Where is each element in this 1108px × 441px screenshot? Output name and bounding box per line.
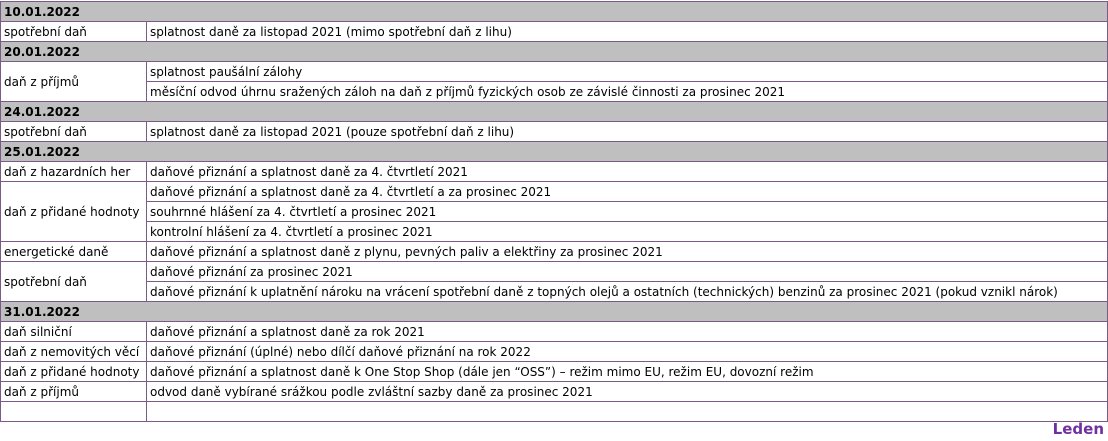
tax-type-cell[interactable]: spotřební daň [1,262,147,302]
date-cell[interactable]: 10.01.2022 [1,2,1108,22]
obligation-cell[interactable]: splatnost daně za listopad 2021 (mimo spotřební daň z lihu) [147,22,1108,42]
table-row [1,222,1108,242]
obligation-cell[interactable]: daňové přiznání a splatnost daně za 4. čtvrtletí a za prosinec 2021 [147,182,1108,202]
obligation-cell[interactable]: souhrnné hlášení za 4. čtvrtletí a prosinec 2021 [147,202,1108,222]
date-header-row [1,302,1108,322]
month-label: Leden [1052,420,1104,438]
obligation-cell[interactable]: splatnost daně za listopad 2021 (pouze spotřební daň z lihu) [147,122,1108,142]
obligation-cell[interactable]: daňové přiznání a splatnost daně za 4. čtvrtletí 2021 [147,162,1108,182]
table-row [1,382,1108,402]
empty-cell[interactable] [147,402,1108,422]
table-row [1,202,1108,222]
tax-type-cell[interactable]: daň z přidané hodnoty [1,362,147,382]
tax-type-cell[interactable]: daň z příjmů [1,62,147,102]
table-row [1,242,1108,262]
obligation-cell[interactable]: splatnost paušální zálohy [147,62,1108,82]
tax-type-cell[interactable]: daň z přidané hodnoty [1,182,147,242]
table-row [1,262,1108,282]
tax-type-cell[interactable]: spotřební daň [1,22,147,42]
tax-type-cell[interactable]: daň silniční [1,322,147,342]
date-header-row [1,142,1108,162]
table-row [1,62,1108,82]
table-row [1,22,1108,42]
tax-type-cell[interactable]: energetické daně [1,242,147,262]
date-cell[interactable]: 25.01.2022 [1,142,1108,162]
table-row [1,182,1108,202]
obligation-cell[interactable]: daňové přiznání a splatnost daně za rok 2021 [147,322,1108,342]
date-header-row [1,2,1108,22]
table-row [1,322,1108,342]
tax-type-cell[interactable]: spotřební daň [1,122,147,142]
empty-row [1,402,1108,422]
obligation-cell[interactable]: kontrolní hlášení za 4. čtvrtletí a prosinec 2021 [147,222,1108,242]
table-row [1,362,1108,382]
table-row [1,82,1108,102]
empty-cell[interactable] [1,402,147,422]
obligation-cell[interactable]: daňové přiznání (úplné) nebo dílčí daňové přiznání na rok 2022 [147,342,1108,362]
tax-calendar-table [0,1,1108,422]
obligation-cell[interactable]: daňové přiznání k uplatnění nároku na vrácení spotřební daně z topných olejů a ostatních (technických) benzinů za prosinec 2021 (pokud vznikl nárok) [147,282,1108,302]
table-row [1,162,1108,182]
obligation-cell[interactable]: daňové přiznání a splatnost daně z plynu, pevných paliv a elektřiny za prosinec 2021 [147,242,1108,262]
date-cell[interactable]: 31.01.2022 [1,302,1108,322]
date-cell[interactable]: 20.01.2022 [1,42,1108,62]
date-cell[interactable]: 24.01.2022 [1,102,1108,122]
tax-type-cell[interactable]: daň z nemovitých věcí [1,342,147,362]
table-row [1,122,1108,142]
obligation-cell[interactable]: měsíční odvod úhrnu sražených záloh na daň z příjmů fyzických osob ze závislé činnosti za prosinec 2021 [147,82,1108,102]
date-header-row [1,102,1108,122]
table-row [1,282,1108,302]
tax-type-cell[interactable]: daň z hazardních her [1,162,147,182]
tax-type-cell[interactable]: daň z příjmů [1,382,147,402]
obligation-cell[interactable]: daňové přiznání za prosinec 2021 [147,262,1108,282]
obligation-cell[interactable]: odvod daně vybírané srážkou podle zvláštní sazby daně za prosinec 2021 [147,382,1108,402]
date-header-row [1,42,1108,62]
table-row [1,342,1108,362]
obligation-cell[interactable]: daňové přiznání a splatnost daně k One Stop Shop (dále jen “OSS”) – režim mimo EU, režim EU, dovozní režim [147,362,1108,382]
